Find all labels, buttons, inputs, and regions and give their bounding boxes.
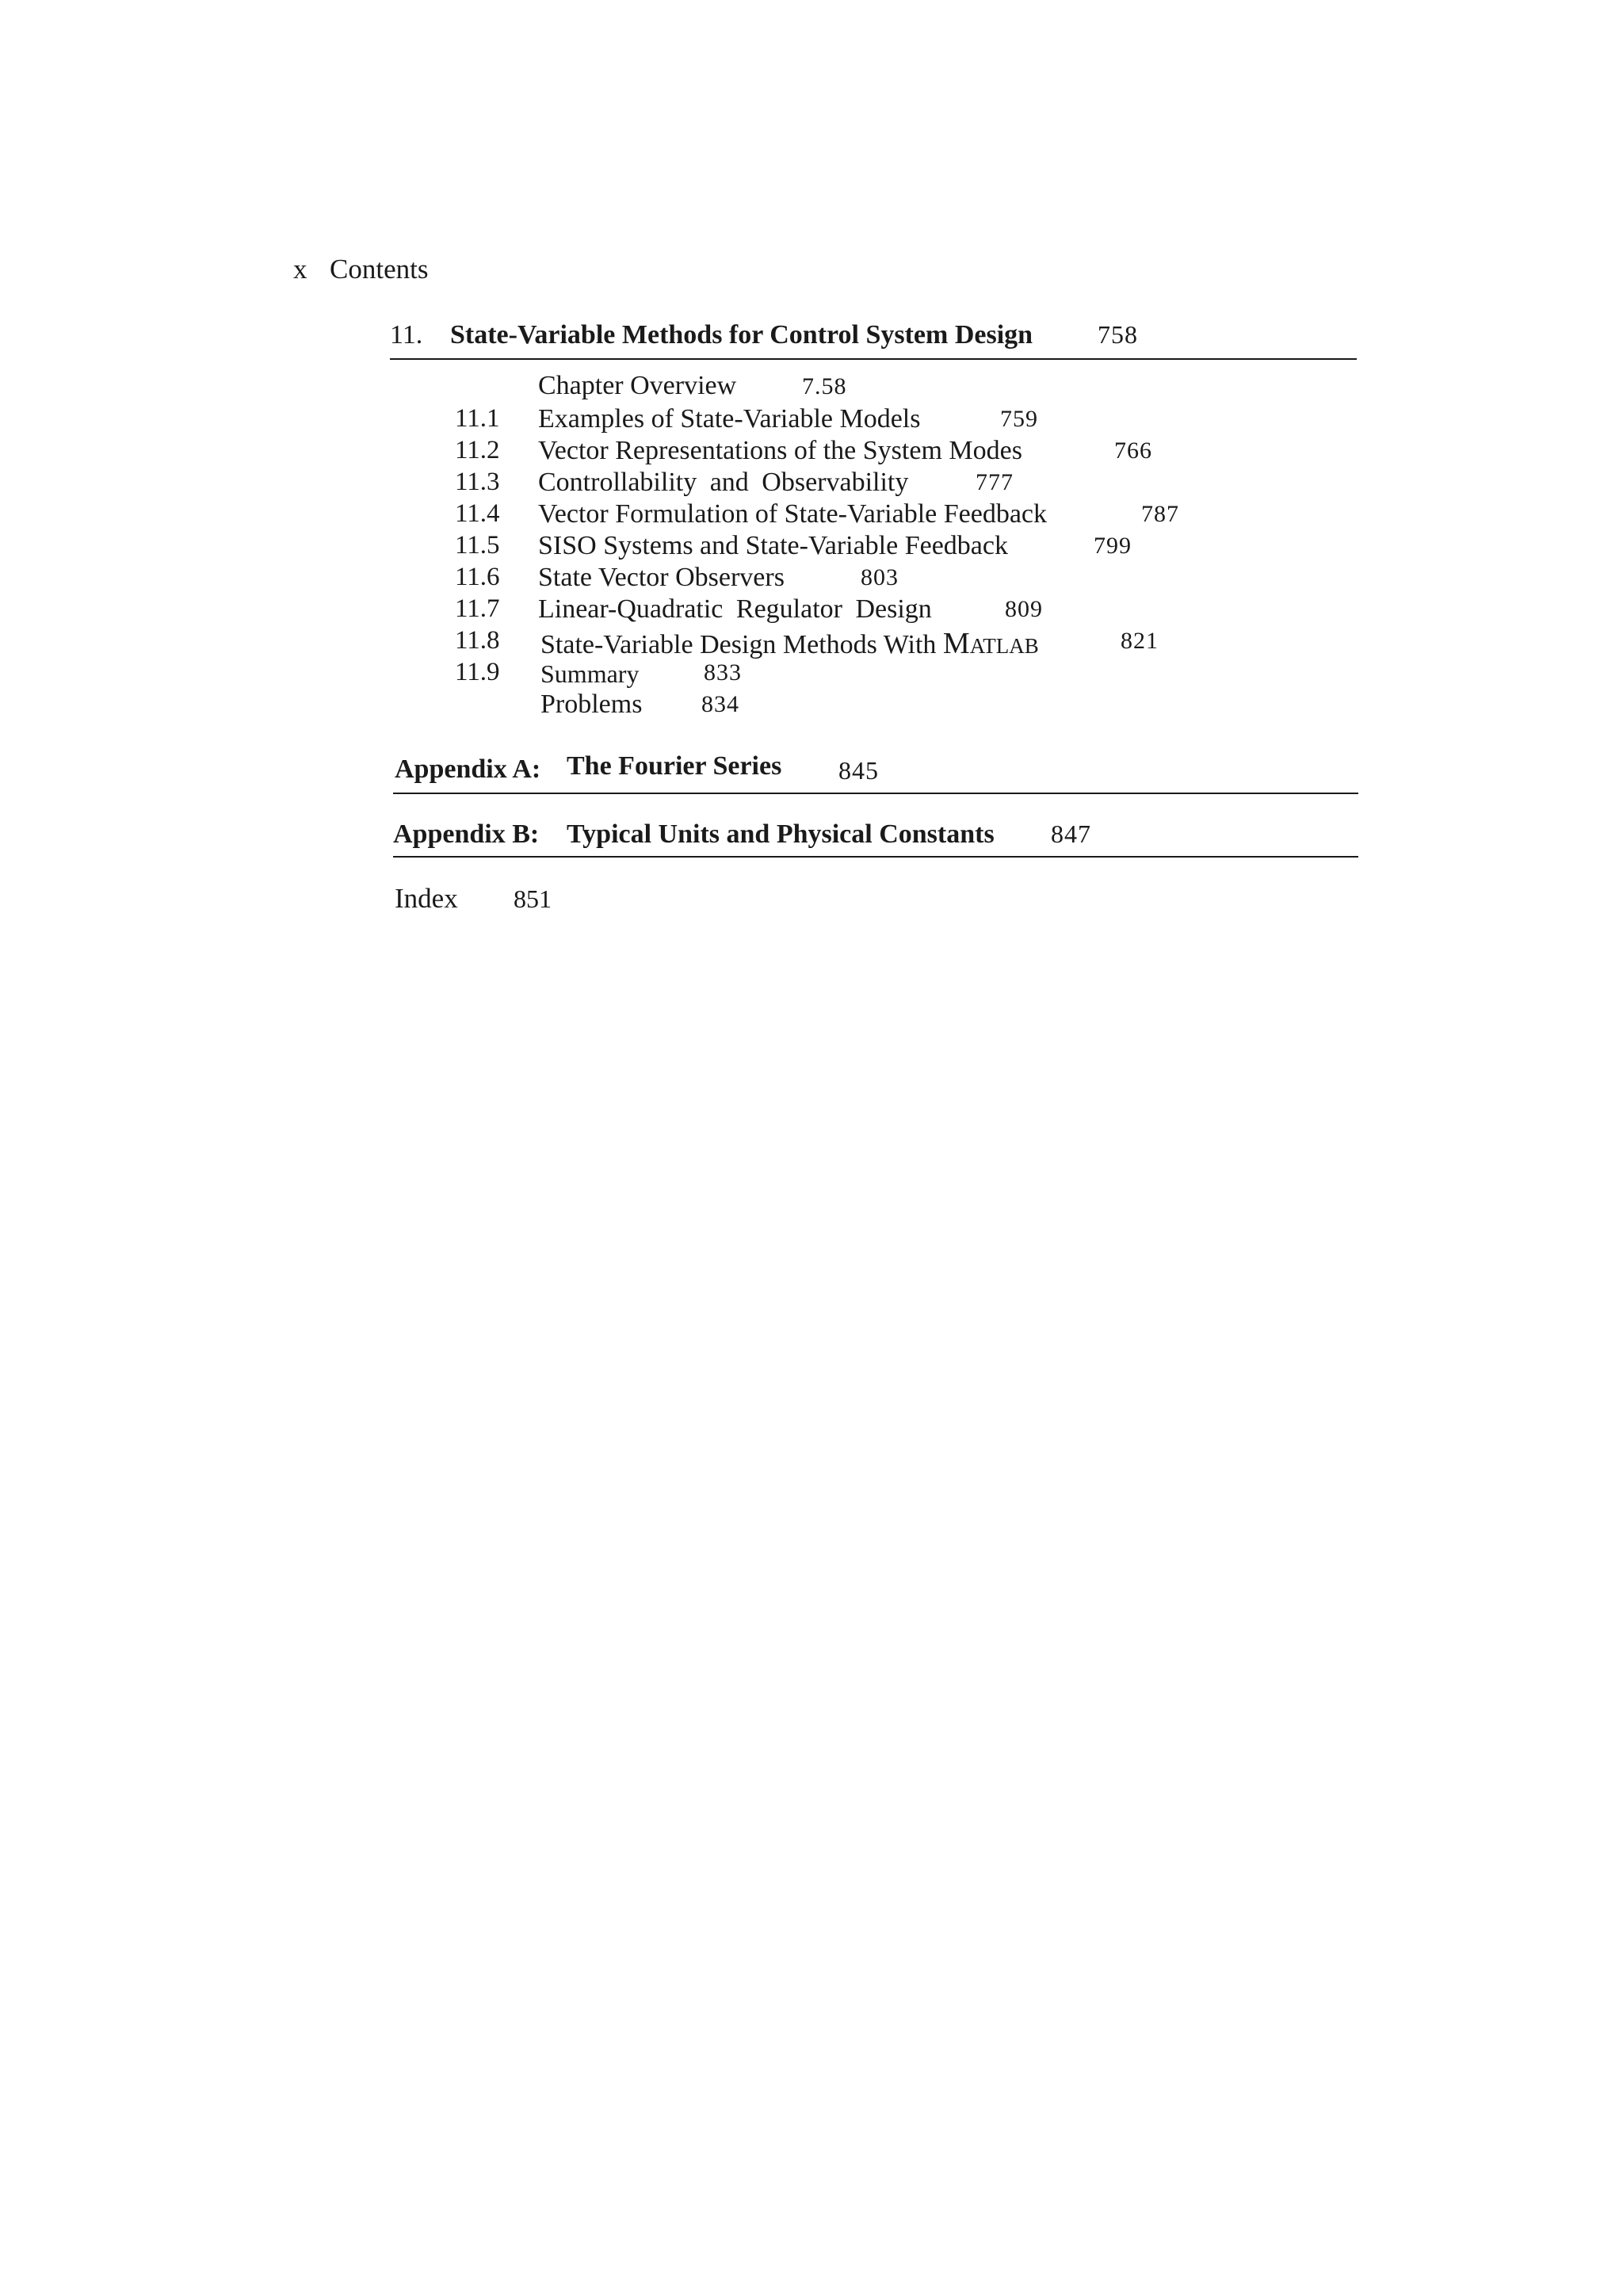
problems-page: 834 — [701, 691, 739, 717]
section-page: 821 — [1121, 628, 1159, 654]
section-number: 11.9 — [455, 658, 500, 686]
section-page: 777 — [976, 469, 1014, 495]
section-page: 759 — [1000, 406, 1038, 432]
section-page: 803 — [861, 564, 899, 590]
chapter-rule — [390, 358, 1357, 360]
section-number: 11.5 — [455, 531, 500, 560]
page-numeral: x — [293, 254, 307, 285]
index-label: Index — [395, 883, 458, 914]
section-page: 766 — [1114, 437, 1152, 464]
section-page: 799 — [1094, 533, 1132, 559]
appendix-a-rule — [393, 793, 1358, 794]
section-number: 11.8 — [455, 626, 500, 655]
section-title: Vector Formulation of State-Variable Feedback — [538, 499, 1048, 529]
appendix-b-title: Typical Units and Physical Constants — [567, 819, 995, 849]
section-title: Vector Representations of the System Modes — [538, 436, 1022, 465]
section-title: Examples of State-Variable Models — [538, 404, 921, 434]
index-page: 851 — [514, 884, 552, 913]
appendix-a-label: Appendix A: — [395, 755, 541, 784]
chapter-number: 11. — [390, 320, 423, 350]
running-header-title: Contents — [330, 254, 429, 285]
matlab-wordmark: Matlab — [942, 627, 1039, 660]
appendix-b-rule — [393, 856, 1358, 858]
section-title: State Vector Observers — [538, 563, 785, 592]
section-title: Summary — [540, 659, 640, 688]
section-number: 11.4 — [455, 499, 500, 528]
problems-title: Problems — [540, 690, 643, 719]
section-page: 787 — [1141, 501, 1179, 527]
appendix-a-page: 845 — [838, 756, 879, 785]
chapter-overview-title: Chapter Overview — [538, 371, 737, 400]
appendix-a-title: The Fourier Series — [567, 751, 782, 781]
section-page: 809 — [1005, 596, 1043, 622]
appendix-b-page: 847 — [1051, 819, 1091, 848]
section-title: Linear-Quadratic Regulator Design — [538, 594, 932, 624]
section-number: 11.2 — [455, 436, 500, 464]
chapter-overview-page: 7.58 — [802, 373, 847, 399]
appendix-b-label: Appendix B: — [393, 819, 540, 849]
section-number: 11.3 — [455, 468, 500, 496]
chapter-page: 758 — [1098, 320, 1138, 349]
section-title-text: State-Variable Design Methods With — [540, 630, 937, 659]
section-title: SISO Systems and State-Variable Feedback — [538, 531, 1008, 560]
section-page: 833 — [704, 659, 742, 686]
section-title — [540, 626, 1039, 661]
section-number: 11.7 — [455, 594, 500, 623]
section-title: Controllability and Observability — [538, 468, 909, 497]
section-number: 11.6 — [455, 563, 500, 591]
chapter-title: State-Variable Methods for Control System Design — [450, 320, 1033, 350]
section-number: 11.1 — [455, 404, 500, 433]
